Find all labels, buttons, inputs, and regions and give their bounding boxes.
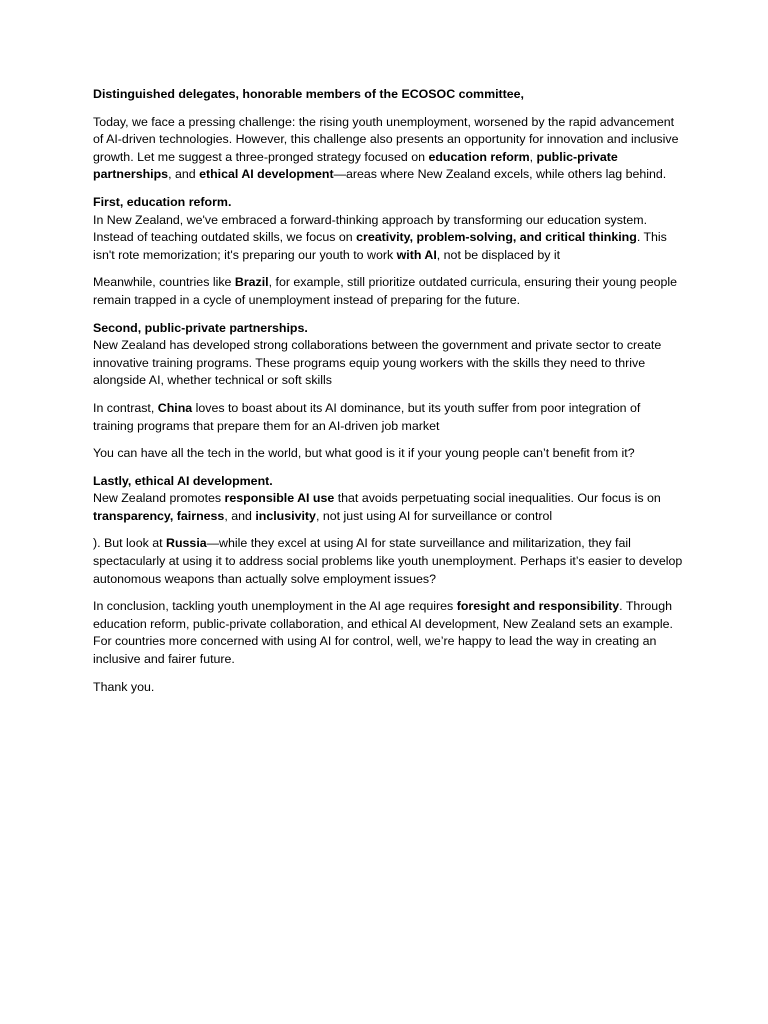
china-bold-country: China xyxy=(157,400,193,415)
intro-bold-partnerships: public-private partnerships xyxy=(93,149,618,182)
ethics-text-2: that avoids perpetuating social inequalities. Our focus is on xyxy=(334,491,661,506)
education-text-1: In New Zealand, we've embraced a forward-thinking approach by transforming our education system. Instead of teaching outdated skills, we focus on xyxy=(93,212,648,245)
education-bold-skills: creativity, problem-solving, and critical thinking xyxy=(356,230,637,245)
russia-bold-country: Russia xyxy=(166,536,207,551)
conclusion-text-1: In conclusion, tackling youth unemployment in the AI age requires xyxy=(93,599,457,614)
conclusion-bold-foresight: foresight and responsibility xyxy=(456,599,620,614)
closing-text: Thank you. xyxy=(93,679,155,694)
china-paragraph xyxy=(93,400,683,435)
ethics-text-3: , and xyxy=(224,508,256,523)
partnerships-text-1: New Zealand has developed strong collaborations between the government and private sector to create innovative training programs. These programs equip young workers with the skills they need to thrive alongside AI, whether technical or soft skills xyxy=(93,338,662,388)
russia-text-2: —while they excel at using AI for state surveillance and militarization, they fail spectacularly at using it to address social problems like youth unemployment. Perhaps it’s easier to develop autonomous weapons than actually solve employment issues? xyxy=(93,536,683,586)
tech-question-paragraph xyxy=(93,445,683,463)
salutation-text: Distinguished delegates, honorable members of the ECOSOC committee, xyxy=(93,87,525,101)
ethics-bold-responsible-ai: responsible AI use xyxy=(224,491,335,506)
intro-text-1: Today, we face a pressing challenge: the rising youth unemployment, worsened by the rapid advancement of AI-driven technologies. However, this challenge also presents an opportunity for innovation and inclusive growth. Let me suggest a three-pronged strategy focused on xyxy=(93,114,679,164)
brazil-text-2: , for example, still prioritize outdated curricula, ensuring their young people remain trapped in a cycle of unemployment instead of preparing for the future. xyxy=(93,275,678,307)
ethics-text-4: , not just using AI for surveillance or control xyxy=(315,508,553,523)
intro-bold-education-reform: education reform xyxy=(428,149,530,164)
document-page xyxy=(93,86,683,706)
china-text-2: loves to boast about its AI dominance, but its youth suffer from poor integration of training programs that prepare them for an AI-driven job market xyxy=(93,400,641,433)
intro-paragraph xyxy=(93,114,683,184)
partnerships-paragraph xyxy=(93,320,683,390)
partnerships-heading: Second, public-private partnerships. xyxy=(93,320,308,335)
salutation xyxy=(93,86,683,104)
intro-text-4: —areas where New Zealand excels, while others lag behind. xyxy=(333,167,667,182)
brazil-text-1: Meanwhile, countries like xyxy=(93,275,235,290)
ethics-paragraph xyxy=(93,473,683,526)
brazil-paragraph xyxy=(93,274,683,309)
tech-question-text: You can have all the tech in the world, but what good is it if your young people can’t benefit from it? xyxy=(93,446,635,461)
intro-bold-ethical-ai: ethical AI development xyxy=(199,167,334,182)
brazil-bold-country: Brazil xyxy=(234,275,269,290)
russia-paragraph xyxy=(93,535,683,588)
closing-paragraph xyxy=(93,679,683,697)
china-text-1: In contrast, xyxy=(93,400,158,415)
ethics-bold-inclusivity: inclusivity xyxy=(255,508,316,523)
russia-text-1: ). But look at xyxy=(93,536,167,551)
conclusion-paragraph xyxy=(93,598,683,668)
education-text-3: , not be displaced by it xyxy=(436,247,561,262)
intro-text-2: , xyxy=(529,149,537,164)
conclusion-text-2: . Through education reform, public-private collaboration, and ethical AI development, New Zealand sets an example. For countries more concerned with using AI for control, well, we’re happy to lead the way in creating an inclusive and fairer future. xyxy=(93,599,673,667)
education-paragraph xyxy=(93,194,683,264)
education-bold-with-ai: with AI xyxy=(396,247,437,262)
intro-text-3: , and xyxy=(168,167,200,182)
ethics-bold-transparency: transparency, fairness xyxy=(93,508,225,523)
ethics-text-1: New Zealand promotes xyxy=(93,491,225,506)
education-text-2: . This isn't rote memorization; it's preparing our youth to work xyxy=(93,230,667,262)
ethics-heading: Lastly, ethical AI development. xyxy=(93,473,273,488)
education-heading: First, education reform. xyxy=(93,194,232,209)
